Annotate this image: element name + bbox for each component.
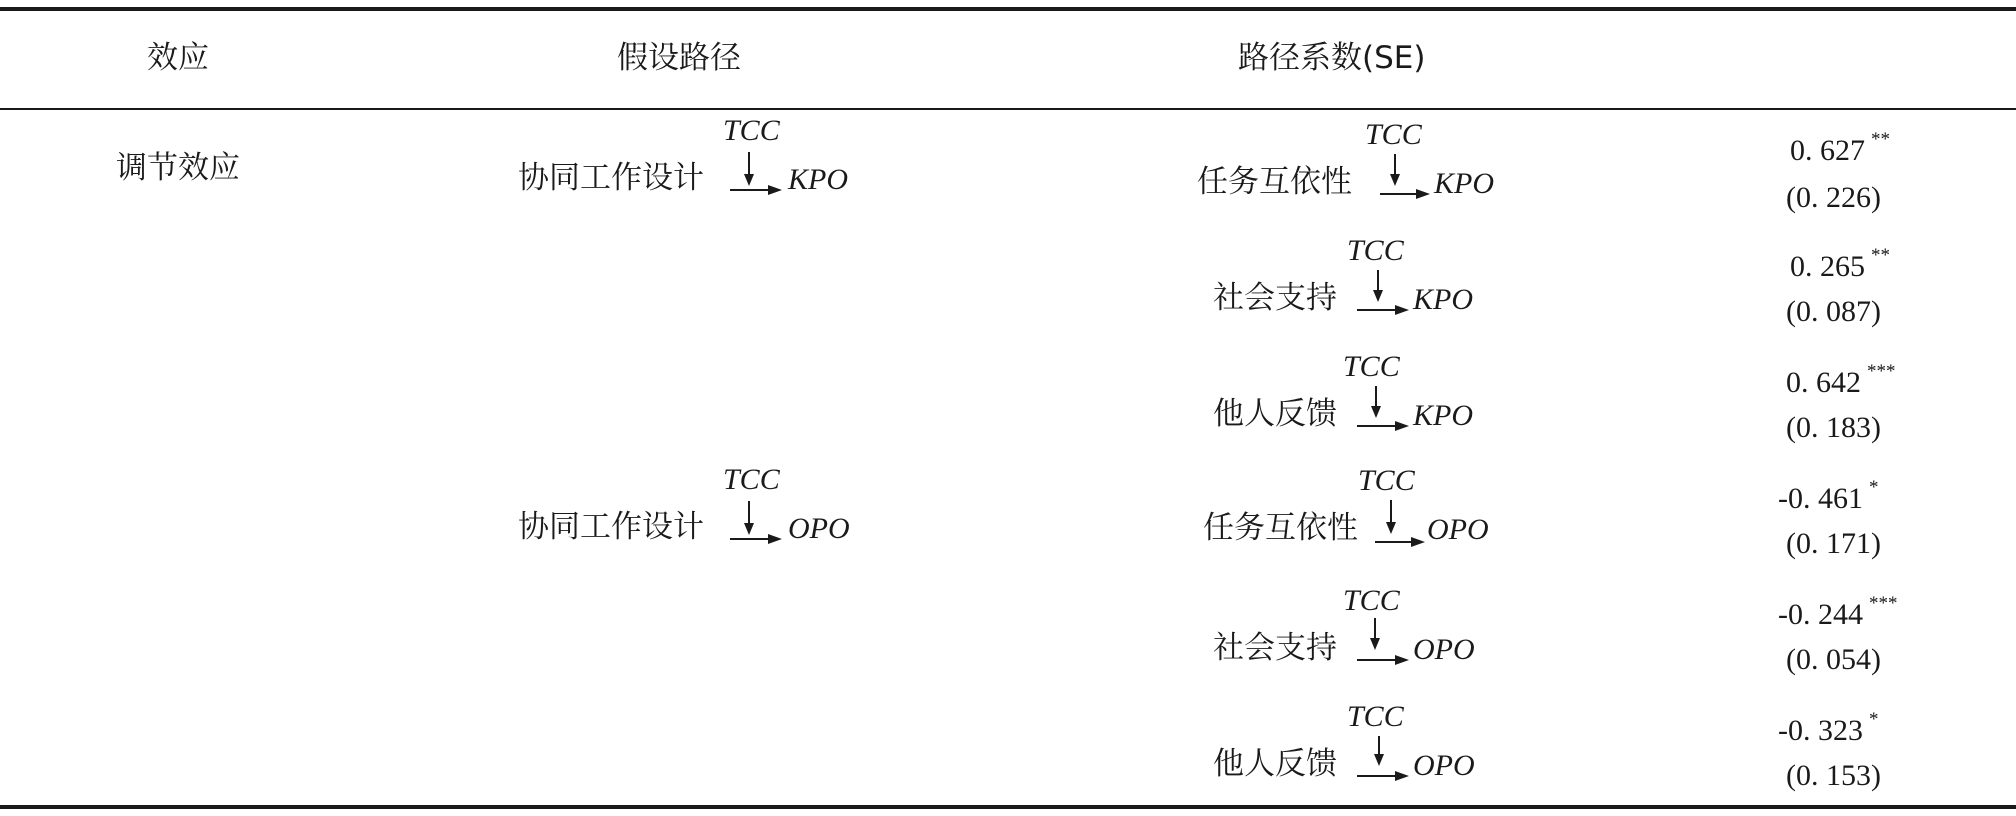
standard-error: (0. 171) [1786, 527, 1881, 560]
table-header-rule [0, 108, 2016, 110]
coefficient-value [1778, 474, 1879, 517]
significance-stars: *** [1869, 593, 1898, 614]
standard-error: (0. 183) [1786, 411, 1881, 444]
significance-stars: * [1869, 477, 1879, 498]
moderator-label: TCC [1358, 464, 1415, 497]
path-source: 社会支持 [1213, 280, 1337, 316]
sub-path-6 [1213, 700, 1523, 780]
significance-stars: * [1869, 709, 1879, 730]
coefficient-number: 0. 627 [1790, 134, 1865, 167]
header-effect: 效应 [147, 40, 209, 76]
standard-error: (0. 087) [1786, 295, 1881, 328]
path-source: 他人反馈 [1213, 746, 1337, 782]
coefficient-value [1790, 242, 1890, 285]
path-target: KPO [788, 163, 848, 196]
path-target: KPO [1434, 167, 1494, 200]
moderator-label: TCC [1343, 350, 1400, 383]
coefficient-number: 0. 642 [1786, 366, 1861, 399]
table-top-rule [0, 7, 2016, 11]
significance-stars: ** [1871, 245, 1890, 266]
moderator-label: TCC [1347, 700, 1404, 733]
coefficient-number: -0. 461 [1778, 482, 1863, 515]
hypothesis-path-kpo [518, 114, 858, 194]
sub-path-4 [1203, 464, 1523, 544]
path-source: 任务互依性 [1203, 510, 1358, 546]
path-source: 社会支持 [1213, 630, 1337, 666]
row-label-moderation-effect: 调节效应 [116, 150, 240, 186]
path-target: KPO [1413, 399, 1473, 432]
coefficient-value [1778, 706, 1879, 749]
path-target: KPO [1413, 283, 1473, 316]
table-bottom-rule [0, 805, 2016, 809]
moderator-label: TCC [723, 463, 780, 496]
header-hypothesis-path: 假设路径 [617, 40, 741, 76]
moderator-label: TCC [1347, 234, 1404, 267]
moderation-arrow-icon [1213, 584, 1523, 664]
coefficient-number: -0. 323 [1778, 714, 1863, 747]
coefficient-value [1786, 358, 1896, 401]
significance-stars: *** [1867, 361, 1896, 382]
moderator-label: TCC [723, 114, 780, 147]
sub-path-3 [1213, 350, 1523, 430]
path-target: OPO [1413, 633, 1475, 666]
standard-error: (0. 054) [1786, 643, 1881, 676]
standard-error: (0. 153) [1786, 759, 1881, 792]
moderation-arrow-icon [1213, 234, 1523, 314]
path-target: OPO [788, 512, 850, 545]
sub-path-1 [1197, 118, 1517, 198]
sub-path-2 [1213, 234, 1523, 314]
header-path-coefficient: 路径系数(SE) [1238, 40, 1426, 76]
coefficient-number: 0. 265 [1790, 250, 1865, 283]
path-target: OPO [1427, 513, 1489, 546]
moderation-arrow-icon [1213, 350, 1523, 430]
path-target: OPO [1413, 749, 1475, 782]
significance-stars: ** [1871, 129, 1890, 150]
path-source: 协同工作设计 [518, 509, 704, 545]
coefficient-value [1790, 126, 1890, 169]
hypothesis-path-opo [518, 463, 858, 543]
moderator-label: TCC [1365, 118, 1422, 151]
path-source: 协同工作设计 [518, 160, 704, 196]
coefficient-value [1778, 590, 1898, 633]
moderation-arrow-icon [1213, 700, 1523, 780]
standard-error: (0. 226) [1786, 181, 1881, 214]
sub-path-5 [1213, 584, 1523, 664]
coefficient-number: -0. 244 [1778, 598, 1863, 631]
moderator-label: TCC [1343, 584, 1400, 617]
path-source: 他人反馈 [1213, 396, 1337, 432]
path-source: 任务互依性 [1197, 164, 1352, 200]
